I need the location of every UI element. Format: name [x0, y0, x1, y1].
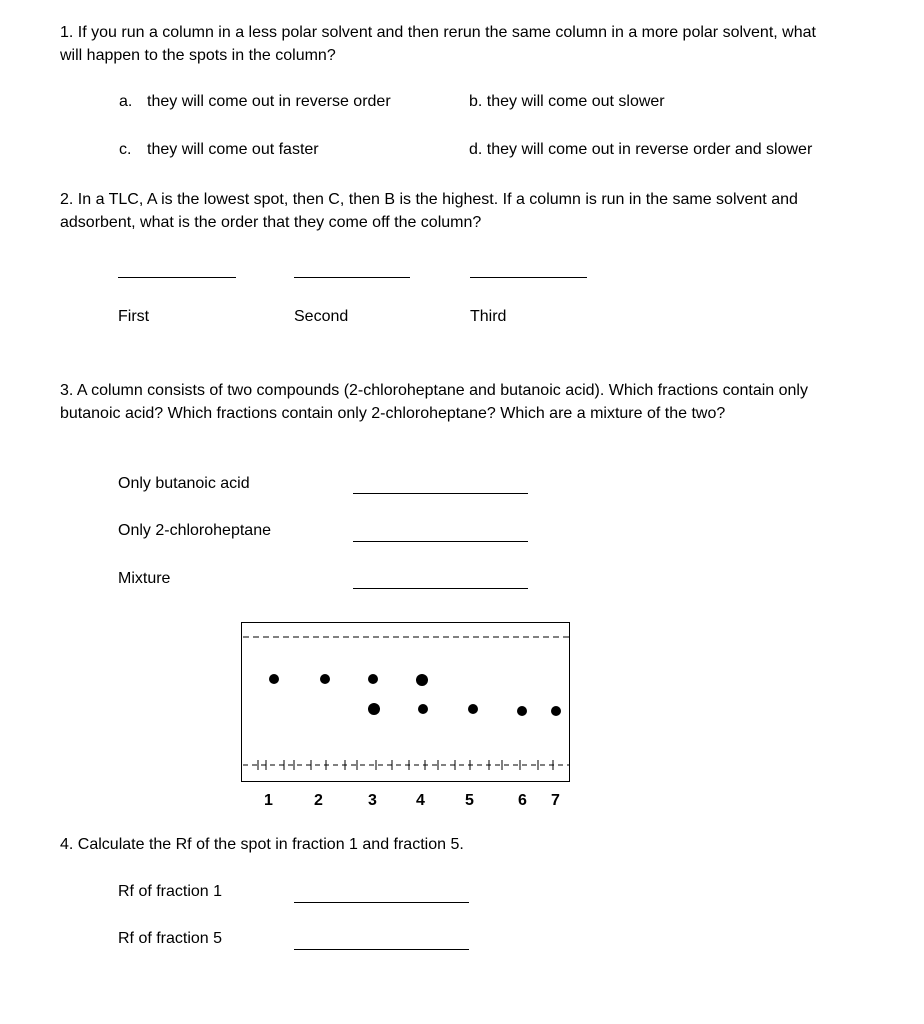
lane-label-6: 6	[518, 792, 527, 809]
question-3-text: 3. A column consists of two compounds (2-chloroheptane and butanoic acid). Which fractions contain only butanoic acid? Which fractions contain only 2-chloroheptane? Which are a mixture of the two?	[60, 382, 808, 422]
choice-a-letter: a.	[119, 93, 133, 110]
choice-a-text: they will come out in reverse order	[147, 93, 391, 110]
label-mixture: Mixture	[118, 570, 171, 587]
lane-label-3: 3	[368, 792, 377, 809]
choice-c-text: they will come out faster	[147, 141, 319, 158]
spot-lane1-upper	[269, 674, 279, 684]
lane-label-7: 7	[551, 792, 560, 809]
spot-lane7-lower	[551, 706, 561, 716]
question-4-text: 4. Calculate the Rf of the spot in fraction 1 and fraction 5.	[60, 836, 464, 853]
answer-line-rf-1[interactable]	[294, 902, 469, 903]
question-1-text: 1. If you run a column in a less polar solvent and then rerun the same column in a more polar solvent, what will happen to the spots in the column?	[60, 24, 816, 64]
lane-label-1: 1	[264, 792, 273, 809]
label-rf-fraction-1: Rf of fraction 1	[118, 883, 223, 900]
spot-lane6-lower	[517, 706, 527, 716]
label-third: Third	[470, 308, 507, 325]
spot-lane5-lower	[468, 704, 478, 714]
question-2-text: 2. In a TLC, A is the lowest spot, then C, then B is the highest. If a column is run in the same solvent and adsorbent, what is the order that they come off the column?	[60, 191, 798, 231]
choice-d[interactable]: d. they will come out in reverse order and slower	[469, 141, 813, 158]
choice-b[interactable]: b. they will come out slower	[469, 93, 665, 110]
answer-line-rf-5[interactable]	[294, 949, 469, 950]
label-first: First	[118, 308, 150, 325]
spot-lane2-upper	[320, 674, 330, 684]
label-second: Second	[294, 308, 349, 325]
label-rf-fraction-5: Rf of fraction 5	[118, 930, 223, 947]
label-only-chloro: Only 2-chloroheptane	[118, 522, 271, 539]
spot-lane3-lower	[368, 703, 380, 715]
label-only-butanoic: Only butanoic acid	[118, 475, 250, 492]
spot-lane4-lower	[418, 704, 428, 714]
choice-c-letter: c.	[119, 141, 132, 158]
spot-lane4-upper	[416, 674, 428, 686]
lane-label-5: 5	[465, 792, 474, 809]
spot-lane3-upper	[368, 674, 378, 684]
lane-label-4: 4	[416, 792, 425, 809]
lane-label-2: 2	[314, 792, 323, 809]
